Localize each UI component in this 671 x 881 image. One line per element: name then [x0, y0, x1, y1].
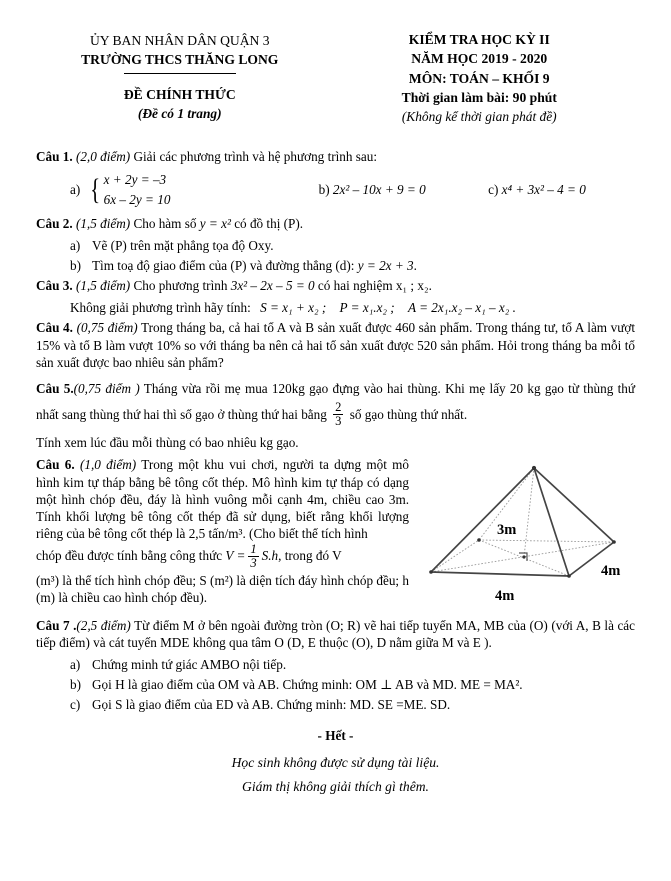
question-1-b-letter: b) — [318, 181, 330, 197]
question-6-points: (1,0 điểm) — [79, 457, 137, 473]
volume-formula — [225, 541, 279, 570]
question-7-a-text: Chứng minh tứ giác AMBO nội tiếp. — [92, 656, 287, 672]
question-7-part-b — [36, 676, 635, 693]
edge-apex-left — [431, 468, 534, 572]
fraction-denominator: 3 — [335, 414, 342, 429]
question-7-text: Từ điểm M ở bên ngoài đường tròn (O; R) vẽ hai tiếp tuyến MA, MB của (O) (với A, B là các tiếp điểm) và cát tuyến MDE không qua tâm O (D, E thuộc (O), D nằm giữa M và E ). — [36, 617, 636, 650]
question-1-c-letter: c) — [488, 181, 499, 197]
question-7-points: (2,5 điểm) — [76, 617, 131, 633]
question-1-part-b — [319, 181, 489, 198]
exam-duration: Thời gian làm bài: 90 phút — [401, 89, 557, 105]
question-2-part-b — [36, 257, 635, 274]
question-5-text-pre: Tháng vừa rồi mẹ mua 120kg gạo đựng vào hai thùng. Khi mẹ lấy 20 kg gạo từ thùng thứ nhất sang thùng thứ hai thì số gạo ở thùng thứ hai bằng — [36, 380, 636, 422]
question-7-b-letter: b) — [70, 677, 81, 693]
formula-sum: S = x₁ + x₂ ; — [260, 300, 327, 316]
question-2-a-text: Vẽ (P) trên mặt phẳng tọa độ Oxy. — [92, 237, 274, 253]
question-3-equation: 3x² – 2x – 5 = 0 — [230, 278, 315, 294]
question-7-c-letter: c) — [70, 697, 81, 713]
question-1-text: Giải các phương trình và hệ phương trình sau: — [133, 149, 378, 165]
question-2-text-post: có đồ thị (P). — [234, 215, 304, 231]
question-2 — [36, 215, 635, 232]
question-2-a-letter: a) — [70, 237, 81, 253]
question-7-part-c — [36, 696, 635, 713]
question-1-part-c — [488, 181, 635, 198]
question-6-definitions: (m³) là thể tích hình chóp đều; S (m²) là diện tích đáy hình chóp đều; h (m) là chiều cao hình chóp đều). — [36, 572, 409, 606]
formula-a: A = 2x₁.x₂ – x₁ – x₂ . — [408, 300, 516, 316]
exam-title: KIỂM TRA HỌC KỲ II — [408, 32, 550, 47]
pyramid-diagram-svg — [417, 458, 635, 606]
document-footer — [36, 727, 635, 796]
pyramid-height-label: 3m — [497, 522, 517, 539]
question-5-final-text: Tính xem lúc đầu mỗi thùng có bao nhiêu kg gạo. — [36, 435, 299, 451]
question-2-b-letter: b) — [70, 257, 81, 273]
question-1-a-letter: a) — [70, 181, 81, 197]
question-5-points: (0,75 điểm ) — [73, 380, 140, 396]
question-5-line-2 — [36, 434, 635, 451]
end-marker: - Hết - — [317, 728, 354, 744]
question-5-text-post: số gạo thùng thứ nhất. — [349, 406, 468, 422]
question-6-formula-intro: chóp đều được tính bằng công thức — [36, 548, 223, 564]
question-7-c-text: Gọi S là giao điểm của ED và AB. Chứng minh: MD. SE =ME. SD. — [92, 697, 451, 713]
question-3-text-pre: Cho phương trình — [133, 278, 228, 294]
pyramid-base-right-label: 4m — [601, 563, 621, 580]
fraction-one-third — [248, 543, 258, 570]
question-5 — [36, 376, 635, 429]
system-equations-body — [104, 170, 171, 208]
question-1 — [36, 148, 635, 165]
duration-note: (Không kể thời gian phát đề) — [401, 109, 557, 125]
fraction-two-thirds — [333, 401, 343, 428]
volume-fraction-denominator: 3 — [250, 555, 257, 570]
footer-note-students: Học sinh không được sử dụng tài liệu. — [231, 754, 440, 770]
question-7-b-text: Gọi H là giao điểm của OM và AB. Chứng minh: OM ⊥ AB và MD. ME = MA². — [92, 677, 523, 693]
pyramid-figure — [417, 458, 635, 610]
question-2-b-text: Tìm toạ độ giao điểm của (P) và đường thẳng (d): — [92, 257, 355, 273]
question-4-points: (0,75 điểm) — [76, 320, 138, 336]
question-1-b-equation: 2x² – 10x + 9 = 0 — [332, 181, 426, 197]
question-3-formulas-line — [36, 299, 635, 316]
question-3 — [36, 277, 635, 294]
page-count-note: (Đề có 1 trang) — [137, 106, 222, 122]
question-2-text-pre: Cho hàm số — [133, 215, 197, 231]
question-2-function: y = x² — [199, 215, 231, 231]
header-right-column — [324, 30, 635, 126]
question-1-part-a — [70, 170, 319, 208]
footer-note-proctors: Giám thị không giải thích gì thêm. — [242, 779, 429, 795]
header-divider-rule — [124, 73, 236, 74]
question-7-part-a — [36, 656, 635, 673]
left-brace-glyph: { — [90, 172, 101, 206]
system-of-equations — [88, 170, 170, 208]
question-7-label: Câu 7 . — [36, 617, 77, 633]
question-1-label: Câu 1. — [36, 149, 73, 165]
question-3-text-post: có hai nghiệm x₁ ; x₂. — [317, 278, 432, 294]
school-name: TRƯỜNG THCS THĂNG LONG — [81, 52, 279, 68]
question-6-label: Câu 6. — [36, 457, 75, 473]
question-2-label: Câu 2. — [36, 215, 73, 231]
question-4-text: Trong tháng ba, cả hai tổ A và B sản xuất được 460 sản phẩm. Trong tháng tư, tổ A làm vượt 15% và tổ B làm vượt 10% so với tháng ba nên cả hai tổ sản xuất được 520 sản phẩm. Hỏi trong tháng ba mỗi tổ sản xuất được bao nhiêu sản phẩm? — [36, 320, 636, 370]
pyramid-height-line — [524, 468, 534, 557]
question-6-body: Trong một khu vui chơi, người ta dựng một mô hình kim tự tháp bằng bê tông cốt thép. Mô hình kim tự tháp có dạng một hình chóp đều, đáy là hình vuông mỗi cạnh 4m, chiều cao 3m. Tính khối lượng bê tông cốt thép đã sử dụng, biết rằng khối lượng riêng của bê tông cốt thép là 2,5 tấn/m³. (Cho biết thể tích hình — [36, 457, 410, 542]
official-exam-label: ĐỀ CHÍNH THỨC — [123, 86, 236, 102]
question-2-points: (1,5 điểm) — [75, 215, 131, 231]
document-header — [36, 30, 635, 126]
issuing-authority: ỦY BAN NHÂN DÂN QUẬN 3 — [89, 33, 270, 48]
question-1-points: (2,0 điểm) — [75, 149, 131, 165]
question-6-formula-post: , trong đó V — [278, 548, 342, 564]
question-6 — [36, 456, 635, 612]
formula-product: P = x₁.x₂ ; — [339, 300, 395, 316]
question-7 — [36, 617, 635, 651]
edge-base-front — [431, 572, 569, 576]
question-2-b-line-equation: y = 2x + 3 — [357, 257, 414, 273]
equation-1: x + 2y = –3 — [103, 172, 167, 188]
volume-formula-tail: S.h — [261, 548, 279, 564]
volume-formula-lhs: V = — [225, 548, 246, 564]
question-3-label: Câu 3. — [36, 278, 73, 294]
pyramid-base-front-label: 4m — [495, 588, 515, 605]
question-4 — [36, 319, 635, 370]
school-year: NĂM HỌC 2019 - 2020 — [411, 51, 548, 67]
subject-grade: MÔN: TOÁN – KHỐI 9 — [408, 70, 550, 86]
question-1-parts — [36, 170, 635, 208]
header-left-column — [36, 30, 324, 126]
volume-fraction-numerator: 1 — [250, 541, 257, 556]
equation-2: 6x – 2y = 10 — [103, 191, 171, 207]
question-3-instruction: Không giải phương trình hãy tính: — [70, 300, 251, 316]
question-3-points: (1,5 điểm) — [75, 278, 131, 294]
question-2-b-text-post: . — [413, 257, 417, 273]
question-5-label: Câu 5. — [36, 380, 74, 396]
question-1-c-equation: x⁴ + 3x² – 4 = 0 — [501, 181, 586, 197]
question-2-part-a — [36, 237, 635, 254]
question-7-a-letter: a) — [70, 656, 81, 672]
fraction-numerator: 2 — [335, 399, 342, 414]
question-4-label: Câu 4. — [36, 320, 73, 336]
